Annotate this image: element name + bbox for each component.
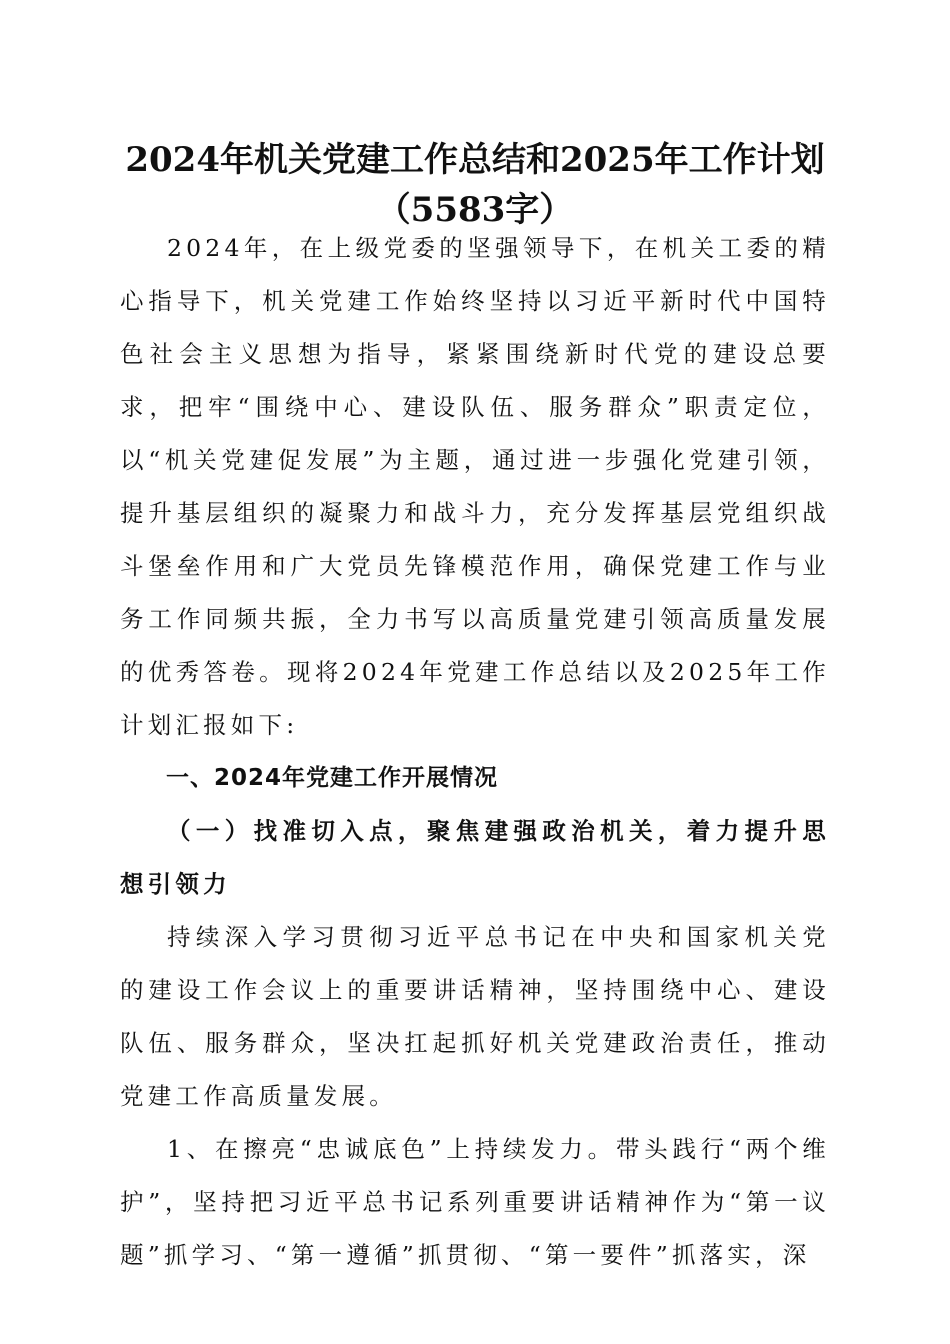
body-paragraph: 1、在擦亮“忠诚底色”上持续发力。带头践行“两个维护”，坚持把习近平总书记系列重要讲话精神作为“第一议题”抓学习、“第一遵循”抓贯彻、“第一要件”抓落实，深 <box>120 1135 830 1269</box>
intro-paragraph: 2024年，在上级党委的坚强领导下，在机关工委的精心指导下，机关党建工作始终坚持以习近平新时代中国特色社会主义思想为指导，紧紧围绕新时代党的建设总要求，把牢“围绕中心、建设队伍、服务群众”职责定位，以“机关党建促发展”为主题，通过进一步强化党建引领，提升基层组织的凝聚力和战斗力，充分发挥基层党组织战斗堡垒作用和广大党员先锋模范作用，确保党建工作与业务工作同频共振，全力书写以高质量党建引领高质量发展的优秀答卷。现将2024年党建工作总结以及2025年工作计划汇报如下: <box>120 234 830 739</box>
section-heading-1: 一、2024年党建工作开展情况 <box>166 765 499 791</box>
body-paragraph: 持续深入学习贯彻习近平总书记在中央和国家机关党的建设工作会议上的重要讲话精神，坚持围绕中心、建设队伍、服务群众，坚决扛起抓好机关党建政治责任，推动党建工作高质量发展。 <box>120 923 830 1110</box>
document-word-count: （5583字） <box>376 190 574 230</box>
document-title: 2024年机关党建工作总结和2025年工作计划 <box>125 140 825 180</box>
document-body <box>120 222 830 1282</box>
subsection-heading-1: （一）找准切入点，聚焦建强政治机关，着力提升思想引领力 <box>120 817 830 898</box>
